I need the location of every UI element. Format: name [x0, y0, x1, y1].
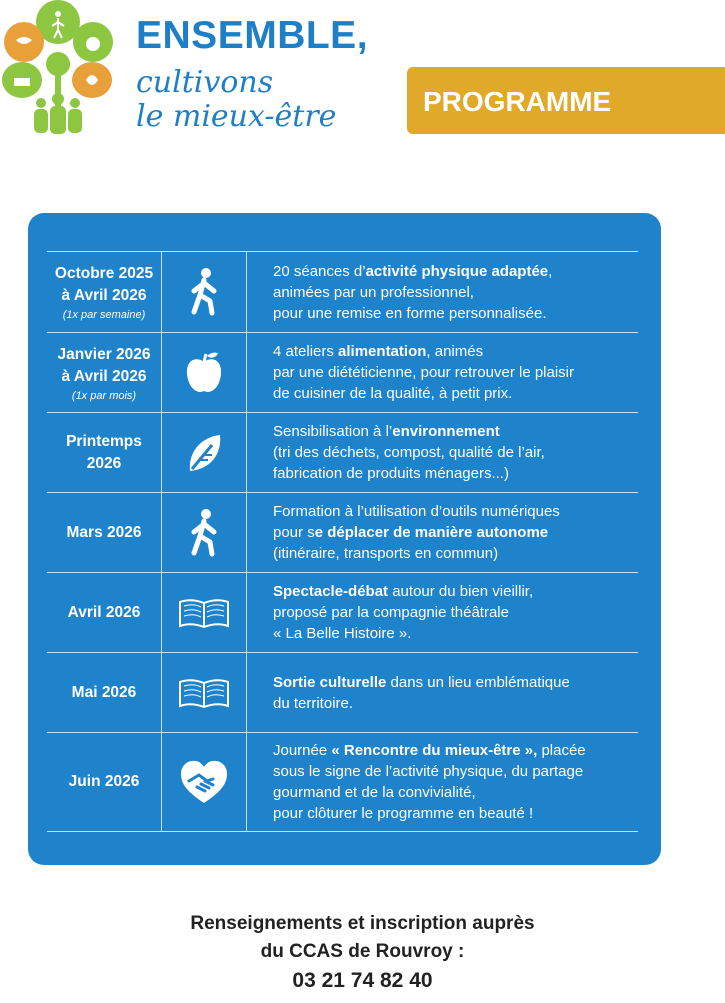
logo: [0, 0, 130, 135]
row-date: [47, 333, 162, 412]
subtitle-line-2: le mieux-être: [136, 99, 337, 134]
table-row: [47, 573, 638, 653]
row-description: Journée « Rencontre du mieux-être », placée sous le signe de l’activité physique, du partage gourmand et de la convivialité, pour clôturer le programme en beauté !: [273, 742, 586, 822]
subtitle-line-1: cultivons: [136, 65, 274, 100]
row-description: Sensibilisation à l’environnement (tri des déchets, compost, qualité de l’air, fabrication de produits ménagers...): [273, 423, 545, 482]
row-date: [47, 493, 162, 572]
date-line: Printemps: [66, 432, 142, 450]
title: ENSEMBLE,: [136, 14, 369, 57]
date-line: Octobre 2025: [54, 265, 154, 282]
programme-table: [47, 251, 638, 832]
row-date: [47, 252, 162, 332]
row-description: 20 séances d’activité physique adaptée, animées par un professionnel, pour une remise en forme personnalisée.: [273, 262, 553, 322]
table-row: [47, 733, 638, 832]
open-book-icon: [162, 573, 247, 652]
table-row: [47, 653, 638, 733]
programme-banner: [407, 67, 725, 134]
row-date: [47, 413, 162, 492]
footer-line-1: Renseignements et inscription auprès: [190, 913, 535, 934]
apple-icon: [162, 333, 247, 412]
row-date: [47, 733, 162, 831]
row-description: Spectacle-débat autour du bien vieillir, proposé par la compagnie théâtrale « La Belle Histoire ».: [273, 583, 534, 642]
date-frequency: (1x par semaine): [62, 309, 146, 321]
date-line: Avril 2026: [67, 603, 141, 621]
date-line: Juin 2026: [68, 773, 140, 790]
footer-line-2: du CCAS de Rouvroy :: [260, 941, 465, 962]
open-book-icon: [162, 653, 247, 732]
date-line: 2026: [86, 454, 122, 472]
date-line: à Avril 2026: [61, 287, 147, 304]
walking-person-icon: [162, 252, 247, 332]
table-row: [47, 333, 638, 413]
date-line: Mai 2026: [71, 683, 137, 701]
table-row: [47, 252, 638, 333]
walking-person-icon: [162, 493, 247, 572]
date-line: Mars 2026: [66, 523, 142, 541]
table-row: [47, 413, 638, 493]
date-line: Janvier 2026: [57, 345, 151, 363]
row-description: 4 ateliers alimentation, animés par une diététicienne, pour retrouver le plaisir de cuisiner de la qualité, à petit prix.: [273, 343, 575, 402]
programme-panel: [28, 213, 661, 865]
footer-phone[interactable]: 03 21 74 82 40: [292, 969, 433, 992]
row-description: Sortie culturelle dans un lieu emblématique du territoire.: [273, 673, 570, 712]
date-frequency: (1x par mois): [71, 389, 137, 402]
table-row: [47, 493, 638, 573]
row-date: [47, 573, 162, 652]
row-date: [47, 653, 162, 732]
date-line: à Avril 2026: [61, 367, 147, 385]
programme-label: PROGRAMME: [423, 86, 612, 117]
row-description: Formation à l’utilisation d’outils numériques pour se déplacer de manière autonome (itinéraire, transports en commun): [273, 503, 560, 562]
heart-handshake-icon: [162, 733, 247, 831]
leaf-icon: [162, 413, 247, 492]
